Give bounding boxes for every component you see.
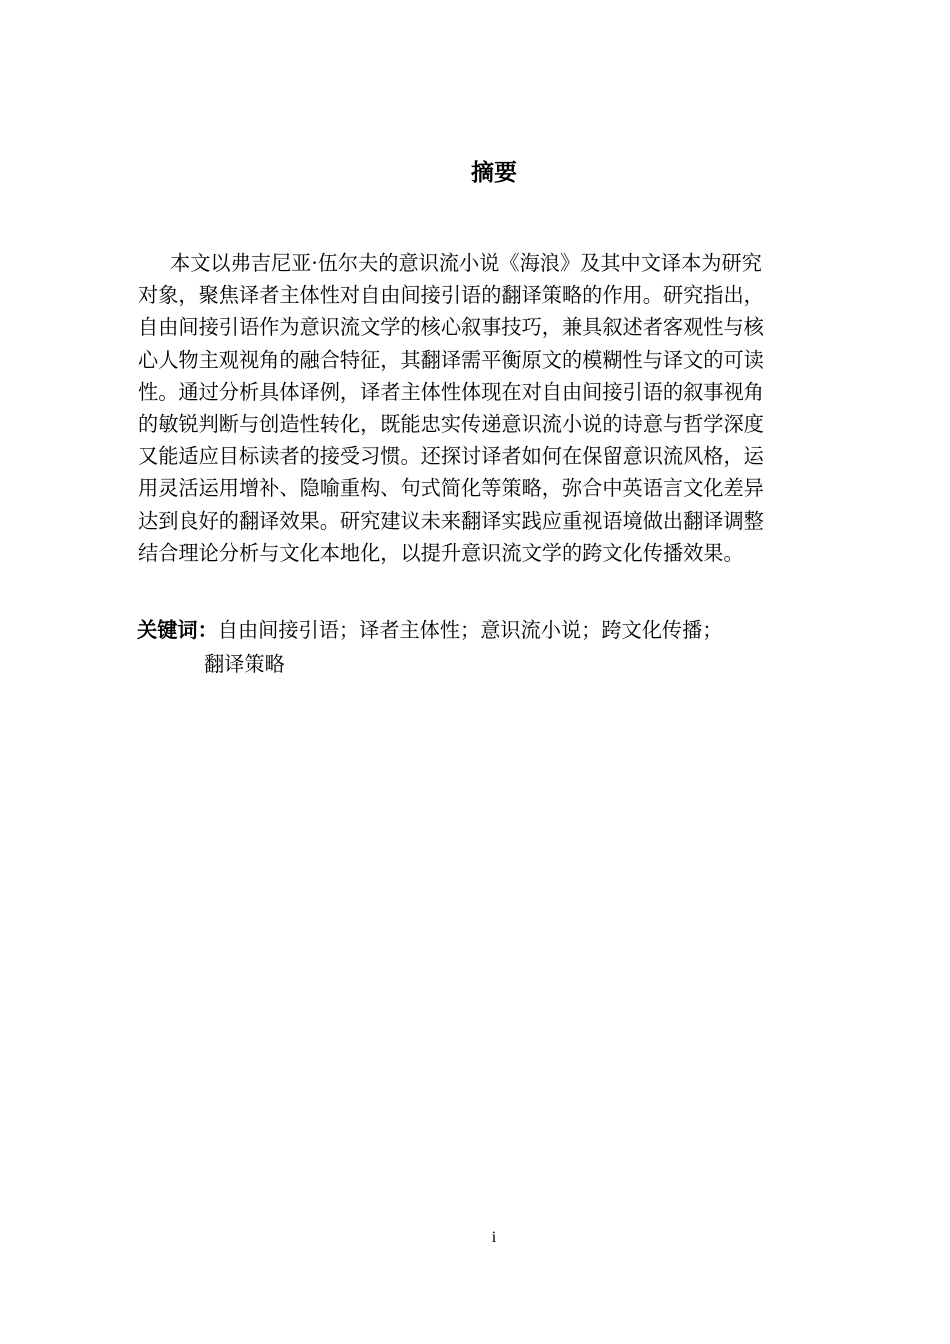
keywords-label: 关键词： xyxy=(137,618,218,642)
keywords-line xyxy=(137,613,849,647)
keywords-section xyxy=(137,613,849,681)
abstract-line: 对象，聚焦译者主体性对自由间接引语的翻译策略的作用。研究指出， xyxy=(138,283,764,308)
keywords-text: 自由间接引语；译者主体性；意识流小说；跨文化传播； xyxy=(217,618,723,642)
abstract-line: 的敏锐判断与创造性转化，既能忠实传递意识流小说的诗意与哲学深度 xyxy=(138,411,764,436)
keywords-line-continued: 翻译策略 xyxy=(204,652,285,676)
abstract-line: 达到良好的翻译效果。研究建议未来翻译实践应重视语境做出翻译调整 xyxy=(138,508,764,533)
abstract-line: 性。通过分析具体译例，译者主体性体现在对自由间接引语的叙事视角 xyxy=(138,379,764,404)
abstract-title: 摘要 xyxy=(471,160,517,186)
abstract-line: 用灵活运用增补、隐喻重构、句式简化等策略，弥合中英语言文化差异 xyxy=(138,476,764,501)
abstract-line: 心人物主观视角的融合特征，其翻译需平衡原文的模糊性与译文的可读 xyxy=(138,347,764,372)
abstract-line: 本文以弗吉尼亚·伍尔夫的意识流小说《海浪》及其中文译本为研究 xyxy=(170,251,762,275)
abstract-line: 自由间接引语作为意识流文学的核心叙事技巧，兼具叙述者客观性与核 xyxy=(138,315,764,340)
abstract-line: 结合理论分析与文化本地化，以提升意识流文学的跨文化传播效果。 xyxy=(138,540,744,565)
abstract-body xyxy=(138,247,850,569)
abstract-line: 又能适应目标读者的接受习惯。还探讨译者如何在保留意识流风格，运 xyxy=(138,444,764,469)
page-number: i xyxy=(491,1229,497,1246)
